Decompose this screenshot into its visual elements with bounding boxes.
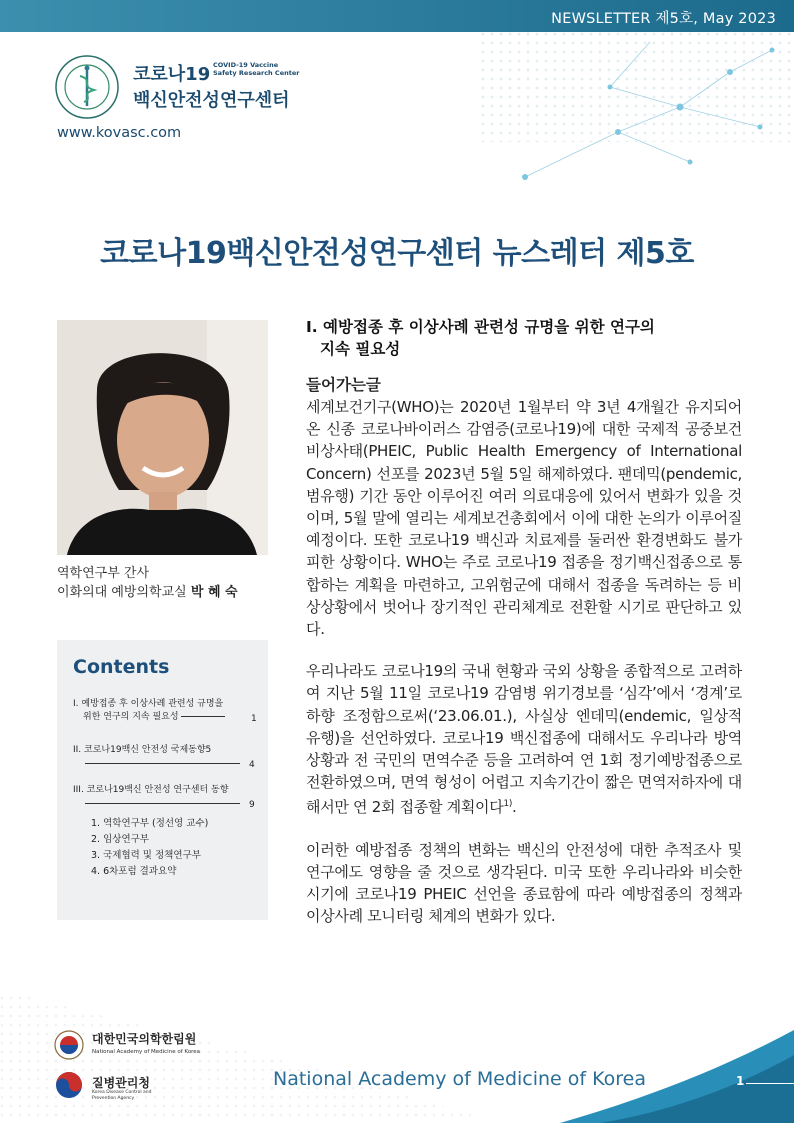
toc-item[interactable]: III. 코로나19백신 안전성 연구센터 동향 <box>73 785 229 795</box>
toc-subitem[interactable]: 4. 6차포럼 결과요약 <box>91 866 177 877</box>
newsletter-issue-label: NEWSLETTER 제5호, May 2023 <box>551 11 776 27</box>
academy-name: 대한민국의학한림원 <box>92 1032 197 1046</box>
top-header-bar <box>0 0 794 32</box>
paragraph-2: 우리나라도 코로나19의 국내 현황과 국외 상황을 종합적으로 고려하여 지난 5월 11일 코로나19 감염병 위기경보를 ‘심각’에서 ‘경계’로 하향 조정함으로써(‘23.06.01.), 사실상 엔데믹(endemic, 일상적 유행)을 선언하였다. 코로나19 백신접종에 대해서도 우리나라 방역상황과 전 국민의 면역수준 등을 고려하여 연 1회 정기예방접종으로 전환하였으며, 면역 형성이 어렵고 지속기간이 짧은 면역저하자에 대해서만 연 2회 접종할 계획이다$^{1)}$. <box>306 662 742 817</box>
kdca-logo-icon <box>54 1070 84 1100</box>
toc-subitem[interactable]: 2. 임상연구부 <box>91 834 149 845</box>
center-logo-icon <box>54 54 120 120</box>
logo-korean-line2: 백신안전성연구센터 <box>133 90 290 111</box>
author-affiliation: 이화의대 예방의학교실 박 혜 숙 <box>57 585 238 600</box>
newsletter-title: 코로나19백신안전성연구센터 뉴스레터 제5호 <box>100 236 694 271</box>
toc-page-number: 4 <box>249 760 255 770</box>
toc-leader <box>85 798 240 811</box>
paragraph-1: 세계보건기구(WHO)는 2020년 1월부터 약 3년 4개월간 유지되어 온 신종 코로나바이러스 감염증(코로나19)에 대한 국제적 공중보건 비상사태(PHEIC, Public Health Emergency of International Concern) 선포를 2023년 5월 5일 해제하였다. 팬데믹(pendemic, 범유행) 기간 동안 이루어진 여러 의료대응에 있어서 변화가 있을 것이며, 5월 말에 열리는 세계보건총회에서 이에 대한 논의가 이루어질 예정이다. 또한 코로나19 백신과 치료제를 둘러싼 환경변화도 불가피한 상황이다. WHO는 주로 코로나19 접종을 정기백신접종으로 통합하는 계획을 마련하고, 고위험군에 대해서 접종을 독려하는 등 비상상황에서 벗어나 장기적인 관리체계로 전환할 시기로 판단하고 있다. <box>306 398 742 639</box>
author-name: 박 혜 숙 <box>190 585 238 600</box>
section-title: I. 예방접종 후 이상사례 관련성 규명을 위한 연구의 지속 필요성 <box>306 318 655 358</box>
website-url[interactable]: www.kovasc.com <box>57 125 182 141</box>
kdca-name: 질병관리청 <box>92 1076 150 1090</box>
academy-english-name: National Academy of Medicine of Korea <box>92 1049 200 1055</box>
toc-subitem[interactable]: 3. 국제협력 및 정책연구부 <box>91 850 201 861</box>
paragraph-3: 이러한 예방접종 정책의 변화는 백신의 안전성에 대한 추적조사 및 연구에도 영향을 줄 것으로 생각된다. 미국 또한 우리나라와 비슷한 시기에 코로나19 PHEIC 선언을 종료함에 따라 예방접종의 정책과 이상사례 모니터링 체계의 변화가 있다. <box>306 840 742 926</box>
footer-title: National Academy of Medicine of Korea <box>273 1068 646 1090</box>
author-photo <box>57 320 268 555</box>
article-body <box>306 316 742 947</box>
logo-english-text: COVID-19 Vaccine Safety Research Center <box>213 61 300 77</box>
page-number: 1 <box>736 1074 745 1088</box>
logo-korean-line1: 코로나19 <box>133 64 211 85</box>
toc-item[interactable]: I. 예방접종 후 이상사례 관련성 규명을 위한 연구의 지속 필요성 <box>73 698 225 724</box>
network-decoration <box>400 32 794 212</box>
toc-page-number: 9 <box>249 800 255 810</box>
toc-subitem[interactable]: 1. 역학연구부 (정선영 교수) <box>91 818 209 829</box>
page-number-line <box>746 1083 794 1084</box>
toc-leader <box>181 716 225 717</box>
footnote-ref[interactable]: 1) <box>503 799 513 810</box>
toc-leader <box>85 758 240 771</box>
academy-logo-icon <box>54 1030 84 1060</box>
contents-heading: Contents <box>73 656 170 678</box>
author-role: 역학연구부 간사 <box>57 566 150 581</box>
toc-page-number: 1 <box>251 714 257 724</box>
contents-box <box>57 640 268 920</box>
toc-item[interactable]: II. 코로나19백신 안전성 국제동향5 <box>73 745 212 755</box>
intro-heading: 들어가는글 <box>306 376 381 394</box>
kdca-english-name: Korea Disease Control and Prevention Agency <box>92 1090 152 1101</box>
